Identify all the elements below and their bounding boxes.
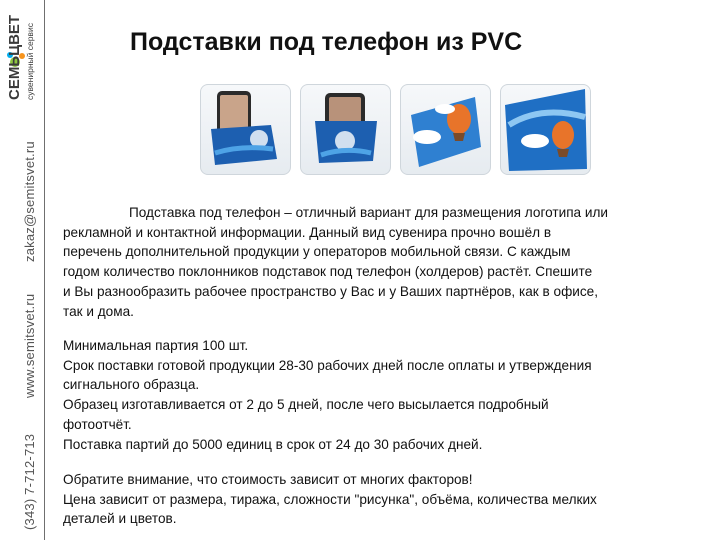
phone-holder-balloon-photo [400, 84, 491, 175]
logo-tagline: сувенирный сервис [25, 23, 35, 100]
terms-line: фотоотчёт. [63, 416, 132, 432]
intro-line: так и дома. [63, 303, 134, 319]
contact-phone: (343) 7-712-713 [22, 433, 37, 530]
phone-holder-photo [300, 84, 391, 175]
sidebar-divider [44, 0, 45, 540]
terms-line: Поставка партий до 5000 единиц в срок от 24 до 30 рабочих дней. [63, 436, 483, 452]
phone-holder-blue-icon [501, 85, 590, 174]
intro-paragraph [63, 203, 608, 321]
contact-website[interactable]: www.semitsvet.ru [22, 293, 37, 398]
note-paragraph [63, 470, 597, 529]
contact-email[interactable]: zakaz@semitsvet.ru [22, 141, 37, 262]
note-line: Цена зависит от размера, тиража, сложности "рисунка", объёма, количества мелких [63, 491, 597, 507]
sidebar-strip [0, 0, 46, 540]
phone-holder-icon [201, 85, 290, 174]
terms-line: Минимальная партия 100 шт. [63, 338, 249, 353]
phone-holder-icon [301, 85, 390, 174]
note-line: Обратите внимание, что стоимость зависит от многих факторов! [63, 472, 473, 487]
terms-line: Образец изготавливается от 2 до 5 дней, после чего высылается подробный [63, 397, 549, 413]
intro-line: и Вы разнообразить рабочее пространство у Вас и у Ваших партнёров, как в офисе, [63, 283, 598, 299]
intro-line: рекламной и контактной информации. Данный вид сувенира прочно вошёл в [63, 224, 552, 240]
terms-paragraph [63, 336, 592, 454]
phone-holder-photo [200, 84, 291, 175]
terms-line: сигнального образца. [63, 377, 200, 393]
terms-line: Срок поставки готовой продукции 28-30 рабочих дней после оплаты и утверждения [63, 357, 592, 373]
note-line: деталей и цветов. [63, 511, 177, 527]
intro-line: Подставка под телефон – отличный вариант для размещения логотипа или [129, 205, 609, 220]
phone-holder-balloon-icon [401, 85, 490, 174]
phone-holder-blue-photo [500, 84, 591, 175]
product-photos [200, 84, 591, 174]
page-title: Подставки под телефон из PVC [130, 28, 523, 56]
intro-line: годом количество поклонников подставок под телефон (холдеров) растёт. Спешите [63, 264, 593, 280]
logo-wordmark: СЕМЬЦВЕТ [6, 14, 23, 100]
intro-line: перечень дополнительной продукции у операторов мобильной связи. С каждым [63, 244, 571, 260]
company-logo [2, 0, 42, 104]
